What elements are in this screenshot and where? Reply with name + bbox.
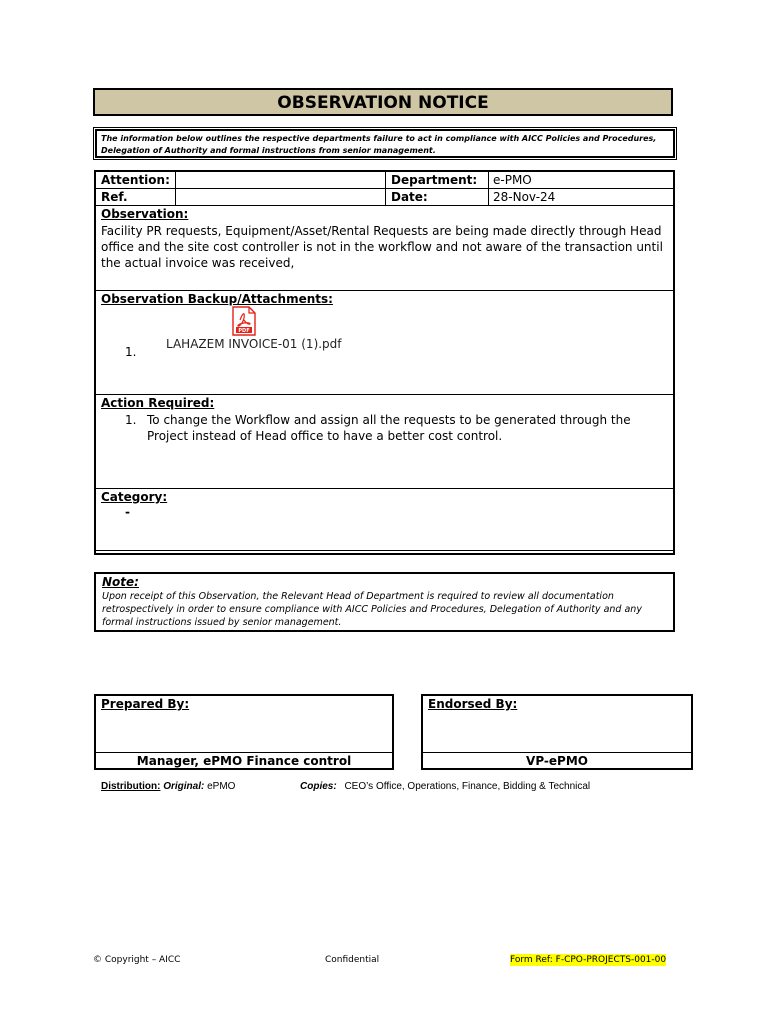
- footer-confidential: Confidential: [325, 955, 380, 965]
- footer-copyright: © Copyright – AICC: [93, 955, 181, 965]
- department-value: e-PMO: [493, 173, 532, 187]
- endorsed-by-label: Endorsed By:: [428, 697, 518, 711]
- prepared-by-label: Prepared By:: [101, 697, 190, 711]
- pdf-file-icon[interactable]: [231, 306, 257, 336]
- copies-line: [300, 780, 590, 793]
- action-item-text: To change the Workflow and assign all the requests to be generated through the Project instead of Head office to have a better cost control.: [147, 413, 631, 443]
- note-body: Upon receipt of this Observation, the Relevant Head of Department is required to review all documentation retrospectively in order to ensure compliance with AICC Policies and Procedures, Delegation of Authority and any formal instructions issued by senior management.: [102, 591, 642, 628]
- attention-label: Attention:: [101, 173, 170, 187]
- endorsed-by-box: [421, 694, 693, 770]
- endorsed-by-role: VP-ePMO: [526, 754, 588, 768]
- copies-value: CEO’s Office, Operations, Finance, Bidding & Technical: [344, 781, 591, 792]
- observation-text: Facility PR requests, Equipment/Asset/Rental Requests are being made directly through Head office and the site cost controller is not in the workflow and not aware of the transaction until the actual invoice was received,: [101, 224, 663, 270]
- distribution-label: Distribution:: [101, 781, 161, 792]
- prepared-by-box: [94, 694, 394, 770]
- copies-label: Copies:: [300, 781, 337, 792]
- action-label: Action Required:: [101, 396, 215, 410]
- backup-label: Observation Backup/Attachments:: [101, 292, 333, 306]
- date-label: Date:: [391, 190, 428, 204]
- intro-text: The information below outlines the respective departments failure to act in compliance with AICC Policies and Procedures, Delegation of Authority and formal instructions from senior management.: [95, 129, 675, 158]
- department-label: Department:: [391, 173, 478, 187]
- document-title: OBSERVATION NOTICE: [93, 88, 673, 116]
- observation-table: [94, 170, 675, 555]
- attachment-link[interactable]: LAHAZEM INVOICE-01 (1).pdf: [166, 337, 342, 351]
- attachment-number: 1.: [125, 345, 137, 359]
- action-item-number: 1.: [125, 413, 137, 427]
- observation-label: Observation:: [101, 207, 189, 221]
- ref-label: Ref.: [101, 190, 128, 204]
- original-label: Original:: [163, 781, 205, 792]
- note-box: [94, 572, 675, 632]
- distribution-line: [101, 780, 235, 793]
- category-label: Category:: [101, 490, 168, 504]
- original-value: ePMO: [207, 781, 236, 792]
- prepared-by-role: Manager, ePMO Finance control: [136, 754, 352, 768]
- note-title: Note:: [102, 575, 139, 589]
- footer-form-ref: Form Ref: F-CPO-PROJECTS-001-00: [510, 955, 667, 965]
- date-value: 28-Nov-24: [493, 190, 556, 204]
- category-value: -: [125, 505, 130, 519]
- pdf-icon-label: PDF: [238, 328, 250, 334]
